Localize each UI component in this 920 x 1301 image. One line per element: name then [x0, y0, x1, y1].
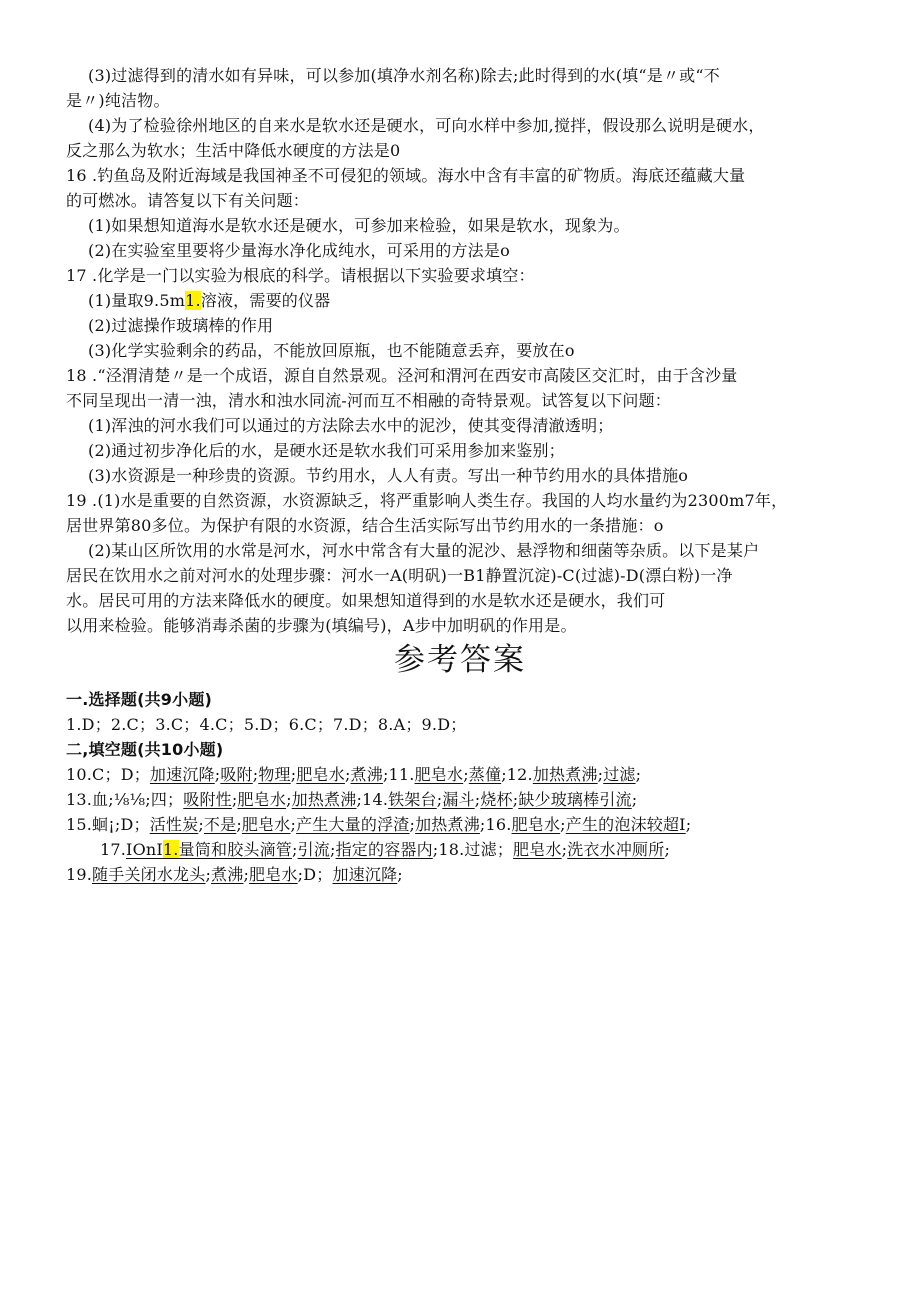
question-16-2: (2)在实验室里要将少量海水净化成纯水，可采用的方法是o — [88, 241, 510, 260]
question-19: 19 .(1)水是重要的自然资源，水资源缺乏，将严重影响人类生存。我国的人均水量约为2300m7年， — [66, 491, 788, 510]
answer-blank: 产生大量的浮渣 — [296, 815, 410, 834]
answer-blank: 指定的容器内 — [335, 840, 433, 859]
answer-line-13-14 — [66, 790, 637, 810]
answer-blank: 肥皂水 — [511, 815, 561, 834]
answer-text: ;16. — [479, 815, 512, 834]
answer-text: 19. — [66, 865, 93, 884]
question-17-1-part: 溶液，需要的仪器 — [200, 291, 331, 310]
answer-text: ;12. — [501, 765, 533, 784]
answer-text: ; — [231, 790, 238, 809]
question-17-3: (3)化学实验剩余的药品，不能放回原瓶，也不能随意丢弃，要放在o — [88, 341, 575, 360]
answer-blank: 烧杯 — [480, 790, 513, 809]
answer-line-17-18 — [100, 840, 670, 860]
answer-blank: 加热煮沸 — [532, 765, 598, 784]
answer-text: ; — [397, 865, 403, 884]
question-19-2-cont2: 水。居民可用的方法来降低水的硬度。如果想知道得到的水是软水还是硬水，我们可 — [66, 591, 666, 610]
answer-blank: 缺少玻璃棒引流 — [518, 790, 632, 809]
answer-text: ; — [685, 815, 692, 834]
answer-text: ; — [290, 815, 297, 834]
question-18: 18 .“泾渭清楚〃是一个成语，源自自然景观。泾河和渭河在西安市高陵区交汇时，由于含沙量 — [66, 366, 738, 385]
question-19-2: (2)某山区所饮用的水常是河水，河水中常含有大量的泥沙、悬浮物和细菌等杂质。以下是某户 — [88, 541, 760, 560]
answer-text: ; — [344, 765, 351, 784]
answer-blank: 吸附 — [220, 765, 253, 784]
answer-line-19 — [66, 865, 403, 885]
section-multiple-choice-heading: 一.选择题(共9小题) — [66, 690, 213, 709]
answer-blank: 肥皂水 — [296, 765, 345, 784]
answer-blank: 肥皂水 — [241, 815, 291, 834]
answer-text: ;18.过滤； — [432, 840, 514, 859]
answer-text: ; — [252, 765, 259, 784]
answer-text: ; — [436, 790, 443, 809]
question-18-2: (2)通过初步净化后的水，是硬水还是软水我们可采用参加来鉴别； — [88, 441, 565, 460]
question-18-3: (3)水资源是一种珍贵的资源。节约用水，人人有责。写出一种节约用水的具体措施o — [88, 466, 689, 485]
answer-text: ; — [512, 790, 519, 809]
multiple-choice-answers: 1.D；2.C；3.C；4.C；5.D；6.C；7.D；8.A；9.D； — [66, 715, 467, 734]
highlight-mark: 1. — [185, 291, 201, 310]
answer-blank: 肥皂水 — [249, 865, 298, 884]
answer-blank: 洗衣水冲厕所 — [567, 840, 665, 859]
answer-blank: 肥皂水 — [237, 790, 287, 809]
answer-text: ; — [205, 865, 212, 884]
answer-text: ; — [664, 840, 671, 859]
answer-text: ; — [286, 790, 292, 809]
answer-text: 10.C；D； — [66, 765, 150, 784]
question-17-1-part: (1)量取9.5m — [88, 291, 186, 310]
answer-text: 13.血;⅛⅛;四； — [66, 790, 184, 809]
answer-text: ; — [409, 815, 416, 834]
answer-text: ;11. — [382, 765, 415, 784]
answer-blank: 量筒和胶头滴管 — [178, 840, 292, 859]
answer-text: ; — [560, 815, 566, 834]
answer-text: ;D； — [297, 865, 333, 884]
question-16-1: (1)如果想知道海水是软水还是硬水，可参加来检验，如果是软水，现象为。 — [88, 216, 630, 235]
answer-text: ; — [198, 815, 204, 834]
question-18-cont: 不同呈现出一清一浊，清水和浊水同流-河而互不相融的奇特景观。试答复以下问题： — [66, 391, 672, 410]
question-15-4-cont: 反之那么为软水；生活中降低水硬度的方法是0 — [66, 141, 401, 160]
answer-text: ; — [290, 765, 297, 784]
answer-blank: 漏斗 — [442, 790, 475, 809]
answer-blank: 随手关闭水龙头 — [92, 865, 206, 884]
question-17-1 — [88, 291, 330, 311]
answer-blank: 加热煮沸 — [415, 815, 480, 834]
answer-text: ; — [236, 815, 242, 834]
answer-text: ; — [292, 840, 298, 859]
answer-text: ; — [463, 765, 469, 784]
answer-blank: 加速沉降 — [149, 765, 215, 784]
answer-line-10-12 — [66, 765, 641, 785]
answers-title: 参考答案 — [394, 642, 526, 678]
answer-blank: 活性炭 — [149, 815, 199, 834]
question-19-2-cont: 居民在饮用水之前对河水的处理步骤：河水一A(明矾)一B1静置沉淀)-C(过滤)-D(漂白粉)一净 — [66, 566, 733, 585]
answer-blank: 吸附性 — [183, 790, 232, 809]
answer-blank: 肥皂水 — [414, 765, 464, 784]
question-16: 16 .钓鱼岛及附近海域是我国神圣不可侵犯的领域。海水中含有丰富的矿物质。海底还蕴藏大量 — [66, 166, 746, 185]
question-17-2: (2)过滤操作玻璃棒的作用 — [88, 316, 274, 335]
answer-text: 17. — [100, 840, 127, 859]
section-fill-blank-heading: 二,填空题(共10小题) — [66, 740, 224, 759]
answer-blank: IOnI — [126, 840, 163, 859]
answer-text: ; — [631, 790, 638, 809]
question-17: 17 .化学是一门以实验为根底的科学。请根据以下实验要求填空： — [66, 266, 535, 285]
question-18-1: (1)浑浊的河水我们可以通过的方法除去水中的泥沙，使其变得清澈透明； — [88, 416, 614, 435]
question-15-3: (3)过滤得到的清水如有异味，可以参加(填净水剂名称)除去;此时得到的水(填“是〃或“不 — [88, 66, 720, 85]
answer-blank: 肥皂水 — [513, 840, 562, 859]
answer-blank: 加热煮沸 — [291, 790, 357, 809]
answer-blank: 加速沉降 — [332, 865, 398, 884]
answer-text: 15.蛔¡;D； — [66, 815, 150, 834]
answer-blank: 引流 — [297, 840, 330, 859]
question-19-cont: 居世界第80多位。为保护有限的水资源，结合生活实际写出节约用水的一条措施：o — [66, 516, 664, 535]
answer-blank: 物理 — [258, 765, 291, 784]
answer-blank: 过滤 — [603, 765, 636, 784]
question-15-4: (4)为了检验徐州地区的自来水是软水还是硬水，可向水样中参加,搅拌，假设那么说明是硬水， — [88, 116, 765, 135]
answer-text: ;14. — [356, 790, 389, 809]
answer-text: ; — [474, 790, 481, 809]
question-19-2-cont3: 以用来检验。能够消毒杀菌的步骤为(填编号)，A步中加明矾的作用是。 — [66, 616, 577, 635]
answer-blank: 产生的泡沫较超I — [565, 815, 686, 834]
answer-text: ; — [330, 840, 336, 859]
answer-text: ; — [635, 765, 642, 784]
answer-blank: 蒸僮 — [468, 765, 502, 784]
answer-text: ; — [597, 765, 604, 784]
question-15-3-cont: 是〃)纯洁物。 — [66, 91, 170, 110]
answer-line-15-16 — [66, 815, 691, 835]
answer-blank: 铁架台 — [388, 790, 437, 809]
highlight-mark: 1. — [162, 840, 179, 859]
answer-text: ; — [214, 765, 221, 784]
answer-blank: 煮沸 — [211, 865, 244, 884]
answer-blank: 不是 — [203, 815, 237, 834]
answer-text: ; — [561, 840, 568, 859]
answer-text: ; — [243, 865, 250, 884]
answer-blank: 煮沸 — [350, 765, 383, 784]
question-16-cont: 的可燃冰。请答复以下有关问题： — [66, 191, 310, 210]
